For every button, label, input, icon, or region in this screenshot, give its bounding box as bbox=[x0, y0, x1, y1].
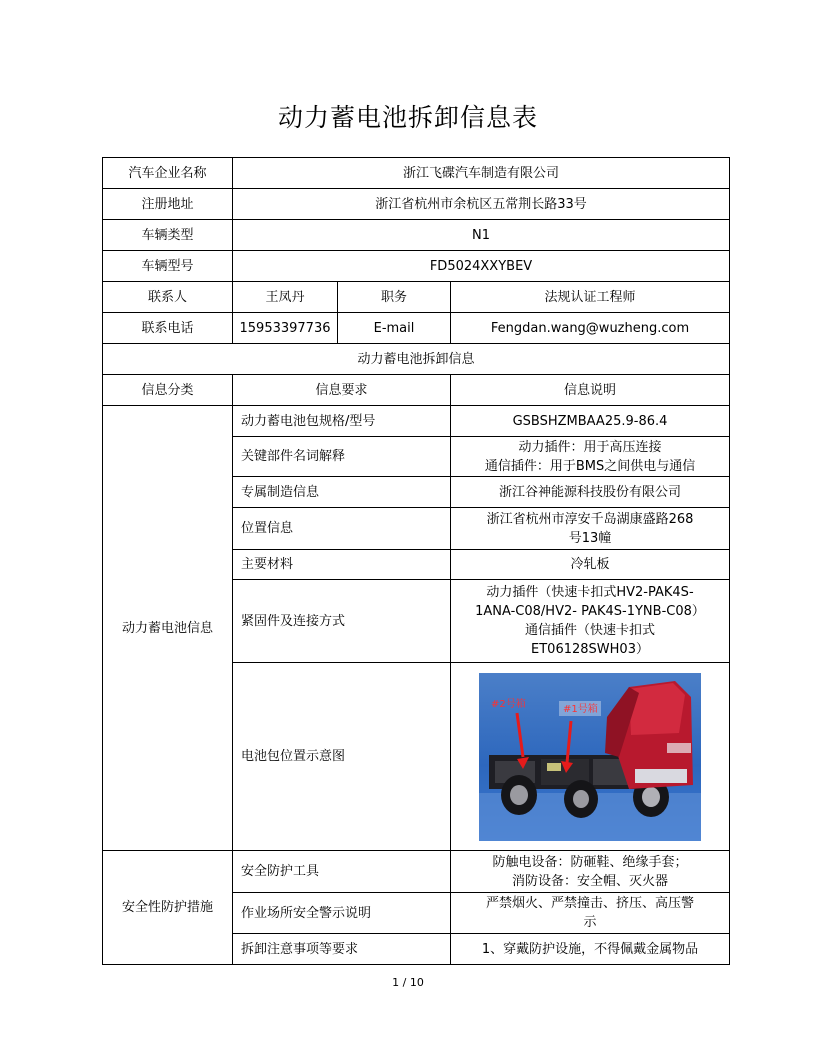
vehicle-model-label: 车辆型号 bbox=[103, 251, 233, 282]
description-line: 号13幢 bbox=[568, 530, 612, 546]
column-header-description: 信息说明 bbox=[451, 375, 730, 406]
position-value: 法规认证工程师 bbox=[451, 282, 730, 313]
description-cell: 冷轧板 bbox=[451, 550, 730, 580]
vehicle-model-row bbox=[103, 251, 730, 282]
contact-name: 王凤丹 bbox=[233, 282, 338, 313]
email-value: Fengdan.wang@wuzheng.com bbox=[451, 313, 730, 344]
description-cell: 浙江谷神能源科技股份有限公司 bbox=[451, 477, 730, 508]
requirement-cell: 电池包位置示意图 bbox=[233, 663, 451, 851]
description-cell: GSBSHZMBAA25.9-86.4 bbox=[451, 406, 730, 437]
table-row bbox=[103, 851, 730, 893]
description-line: 浙江省杭州市淳安千岛湖康盛路268 bbox=[486, 511, 694, 527]
description-line: 通信插件：用于BMS之间供电与通信 bbox=[484, 458, 696, 474]
requirement-cell: 作业场所安全警示说明 bbox=[233, 893, 451, 934]
position-label: 职务 bbox=[338, 282, 451, 313]
requirement-cell: 拆卸注意事项等要求 bbox=[233, 934, 451, 965]
truck-chassis-illustration bbox=[479, 673, 701, 841]
requirement-cell: 动力蓄电池包规格/型号 bbox=[233, 406, 451, 437]
description-line: 严禁烟火、严禁撞击、挤压、高压警 bbox=[486, 896, 695, 911]
vehicle-type-value: N1 bbox=[233, 220, 730, 251]
requirement-cell: 专属制造信息 bbox=[233, 477, 451, 508]
address-value: 浙江省杭州市余杭区五常荆长路33号 bbox=[233, 189, 730, 220]
requirement-cell: 紧固件及连接方式 bbox=[233, 580, 451, 663]
description-cell bbox=[451, 663, 730, 851]
box-1-label: #1号箱 bbox=[563, 703, 598, 715]
description-line: 动力插件（快速卡扣式HV2-PAK4S- bbox=[486, 585, 694, 600]
battery-category-cell: 动力蓄电池信息 bbox=[103, 406, 233, 851]
contact-row bbox=[103, 282, 730, 313]
contact-label: 联系人 bbox=[103, 282, 233, 313]
address-label: 注册地址 bbox=[103, 189, 233, 220]
vehicle-type-label: 车辆类型 bbox=[103, 220, 233, 251]
column-header-requirement: 信息要求 bbox=[233, 375, 451, 406]
battery-location-photo bbox=[479, 673, 701, 841]
vehicle-model-value: FD5024XXYBEV bbox=[233, 251, 730, 282]
page-number: 1 / 10 bbox=[392, 976, 424, 989]
company-label: 汽车企业名称 bbox=[103, 158, 233, 189]
requirement-cell: 关键部件名词解释 bbox=[233, 437, 451, 477]
column-header-category: 信息分类 bbox=[103, 375, 233, 406]
section-header: 动力蓄电池拆卸信息 bbox=[103, 344, 730, 375]
box-2-label: #2号箱 bbox=[491, 698, 526, 710]
column-header-row bbox=[103, 375, 730, 406]
requirement-cell: 位置信息 bbox=[233, 508, 451, 550]
description-line: 防触电设备：防砸鞋、绝缘手套； bbox=[492, 854, 688, 870]
phone-label: 联系电话 bbox=[103, 313, 233, 344]
description-cell bbox=[451, 580, 730, 663]
table-row bbox=[103, 406, 730, 437]
description-cell: 1、穿戴防护设施，不得佩戴金属物品 bbox=[451, 934, 730, 965]
requirement-cell: 安全防护工具 bbox=[233, 851, 451, 893]
description-line: 示 bbox=[583, 915, 597, 930]
description-line: 通信插件（快速卡扣式 bbox=[525, 623, 656, 638]
safety-category-cell: 安全性防护措施 bbox=[103, 851, 233, 965]
company-row bbox=[103, 158, 730, 189]
vehicle-type-row bbox=[103, 220, 730, 251]
description-line: ET06128SWH03） bbox=[531, 642, 649, 657]
phone-value: 15953397736 bbox=[233, 313, 338, 344]
email-label: E-mail bbox=[338, 313, 451, 344]
battery-disassembly-info-table bbox=[102, 157, 730, 965]
company-value: 浙江飞碟汽车制造有限公司 bbox=[233, 158, 730, 189]
description-cell bbox=[451, 893, 730, 934]
description-cell bbox=[451, 851, 730, 893]
description-line: 1ANA-C08/HV2- PAK4S-1YNB-C08） bbox=[475, 604, 705, 619]
section-header-row bbox=[103, 344, 730, 375]
phone-row bbox=[103, 313, 730, 344]
description-line: 动力插件：用于高压连接 bbox=[518, 439, 662, 455]
address-row bbox=[103, 189, 730, 220]
description-line: 消防设备：安全帽、灭火器 bbox=[512, 873, 669, 889]
description-cell bbox=[451, 508, 730, 550]
document-title: 动力蓄电池拆卸信息表 bbox=[277, 103, 538, 132]
description-cell bbox=[451, 437, 730, 477]
requirement-cell: 主要材料 bbox=[233, 550, 451, 580]
